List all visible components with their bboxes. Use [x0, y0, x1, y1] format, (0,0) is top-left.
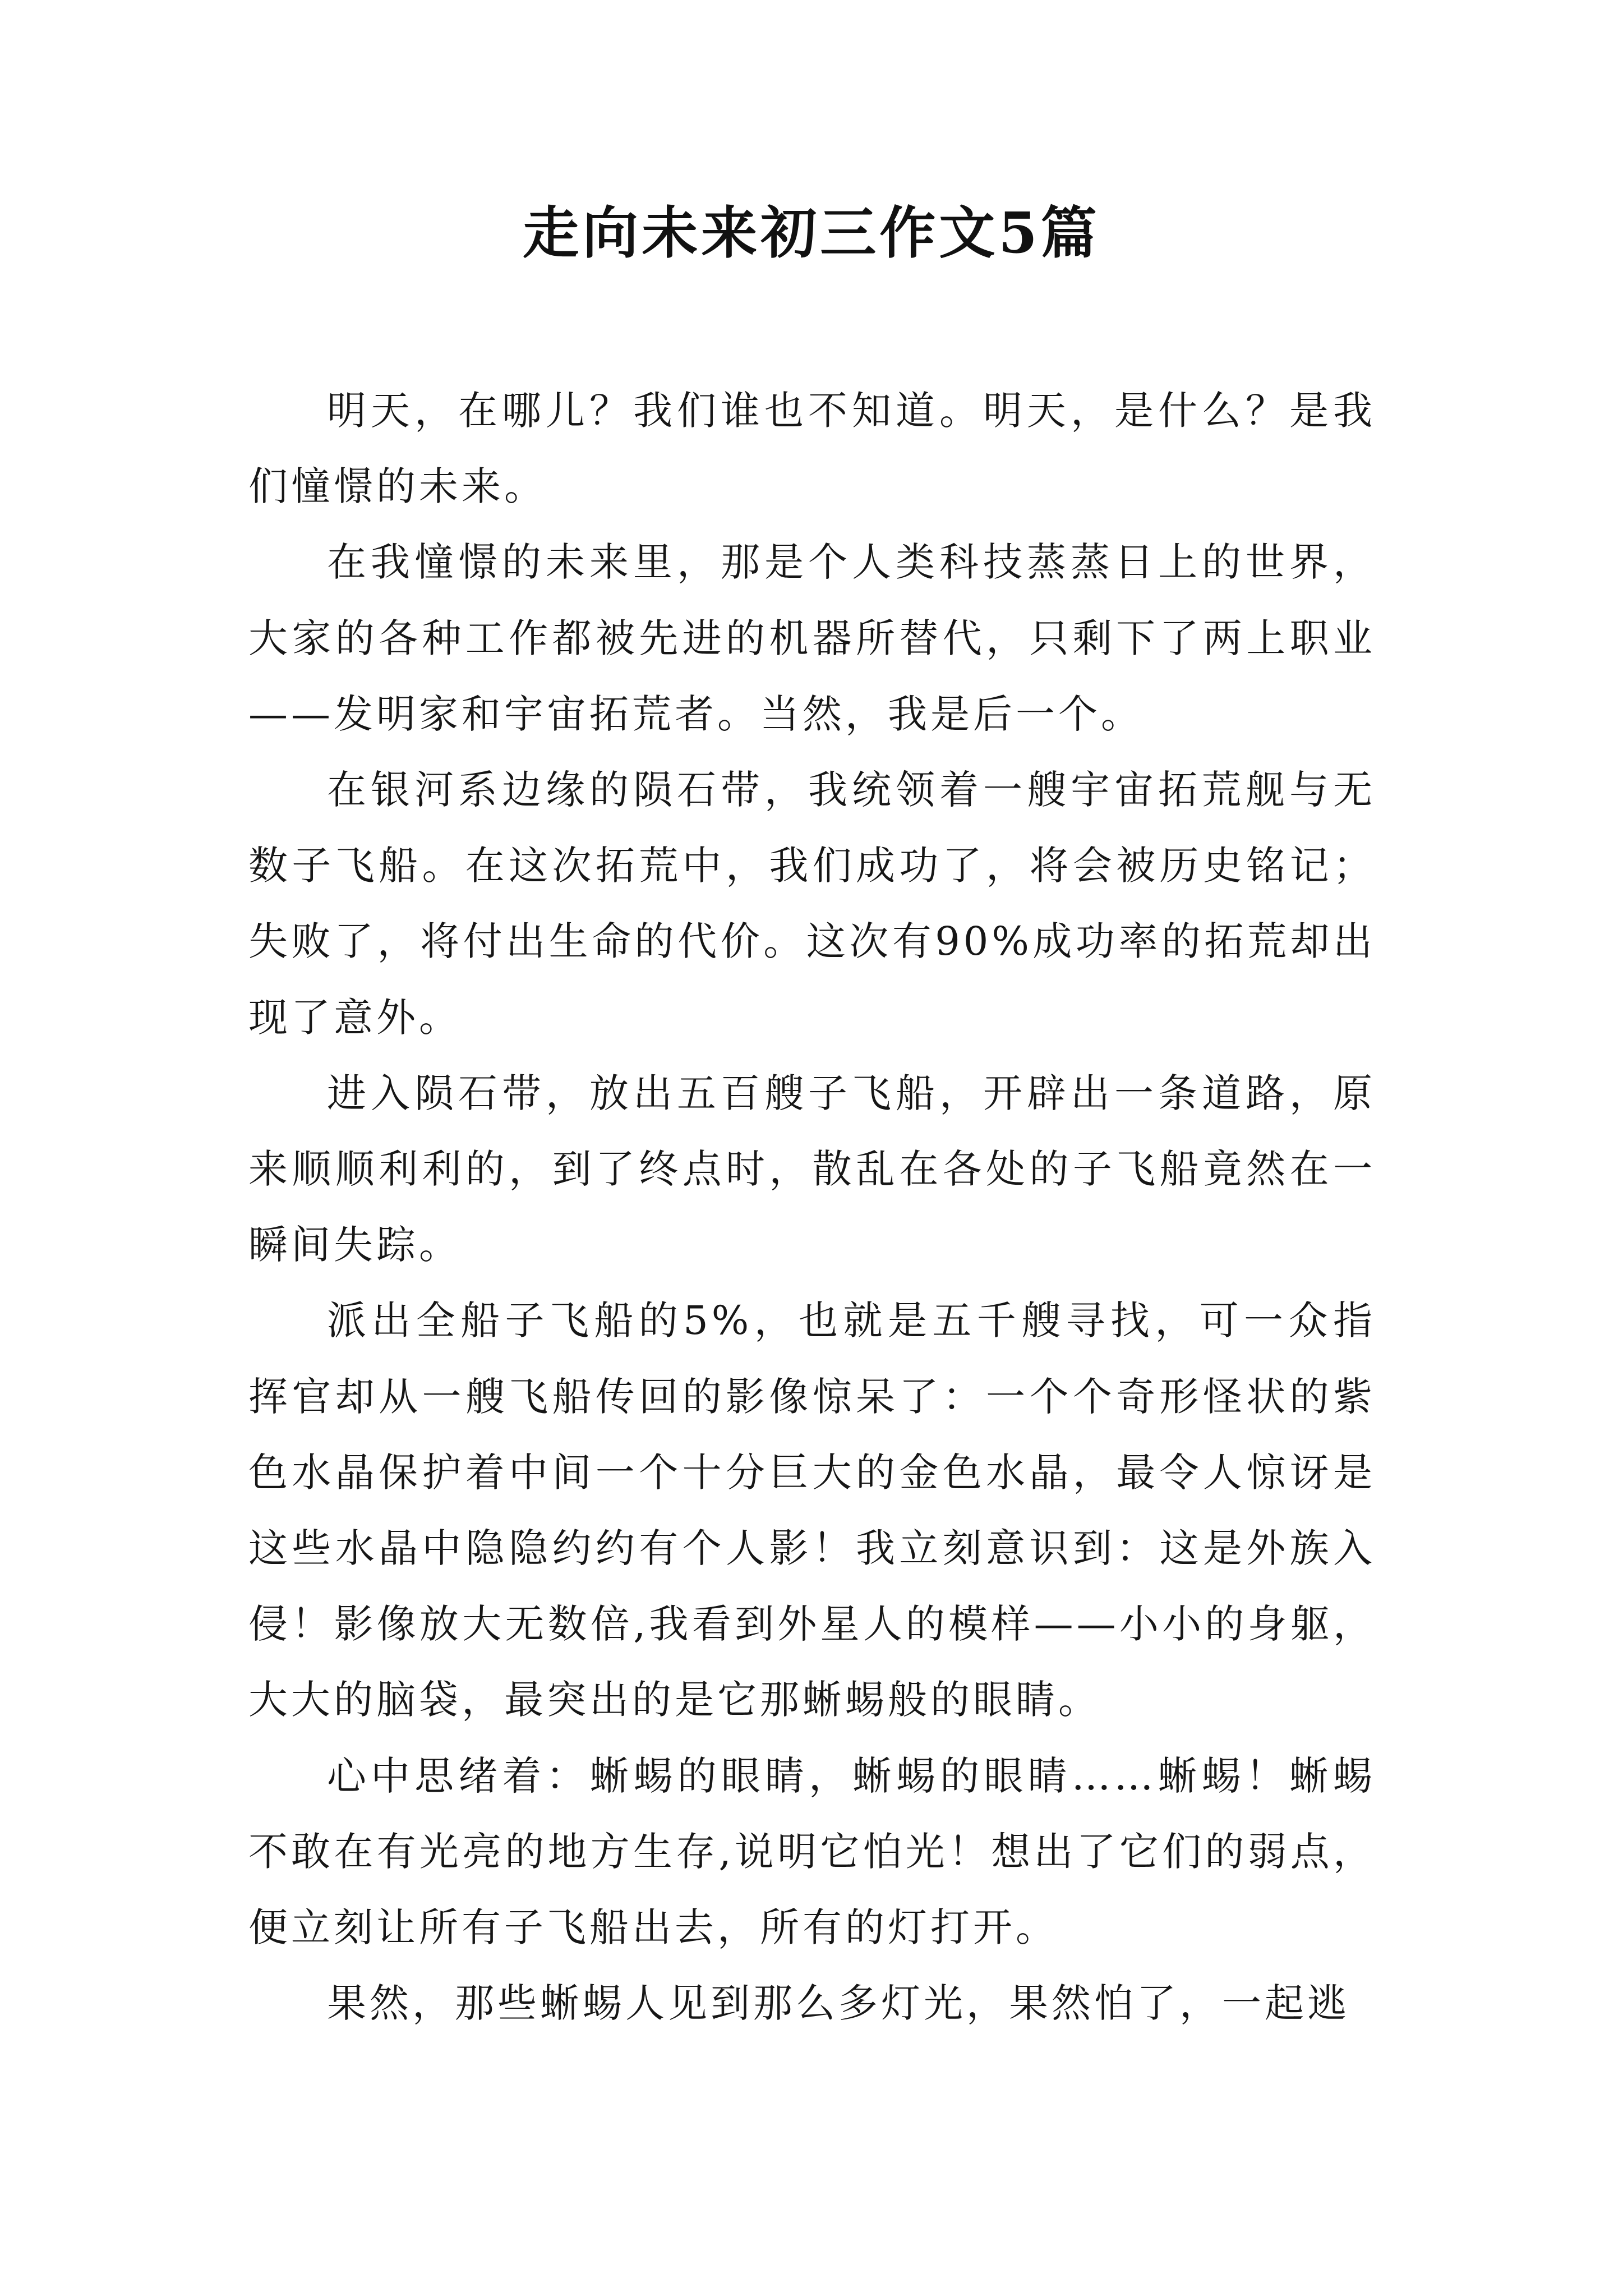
paragraph-4: 进入陨石带，放出五百艘子飞船，开辟出一条道路，原来顺顺利利的，到了终点时，散乱在各处的子飞船竟然在一瞬间失踪。	[248, 1070, 1376, 1268]
paragraph-1: 明天，在哪儿？我们谁也不知道。明天，是什么？是我们憧憬的未来。	[248, 388, 1376, 510]
paragraph-5: 派出全船子飞船的5%，也就是五千艘寻找，可一众指挥官却从一艘飞船传回的影像惊呆了：一个个奇形怪状的紫色水晶保护着中间一个十分巨大的金色水晶，最令人惊讶是这些水晶中隐隐约约有个人影！我立刻意识到：这是外族入侵！影像放大无数倍,我看到外星人的模样——小小的身躯，大大的脑袋，最突出的是它那蜥蜴般的眼睛。	[248, 1297, 1376, 1723]
paragraph-3: 在银河系边缘的陨石带，我统领着一艘宇宙拓荒舰与无数子飞船。在这次拓荒中，我们成功了，将会被历史铭记；失败了，将付出生命的代价。这次有90%成功率的拓荒却出现了意外。	[248, 767, 1376, 1041]
paragraph-7: 果然，那些蜥蜴人见到那么多灯光，果然怕了，一起逃	[327, 1980, 1350, 2027]
paragraph-2: 在我憧憬的未来里，那是个人类科技蒸蒸日上的世界，大家的各种工作都被先进的机器所替代，只剩下了两上职业——发明家和宇宙拓荒者。当然，我是后一个。	[248, 539, 1376, 737]
paragraph-6: 心中思绪着：蜥蜴的眼睛，蜥蜴的眼睛……蜥蜴！蜥蜴不敢在有光亮的地方生存,说明它怕光！想出了它们的弱点，便立刻让所有子飞船出去，所有的灯打开。	[248, 1752, 1376, 1951]
document-title: 走向未来初三作文5篇	[523, 200, 1100, 266]
document-body	[248, 373, 1376, 2041]
